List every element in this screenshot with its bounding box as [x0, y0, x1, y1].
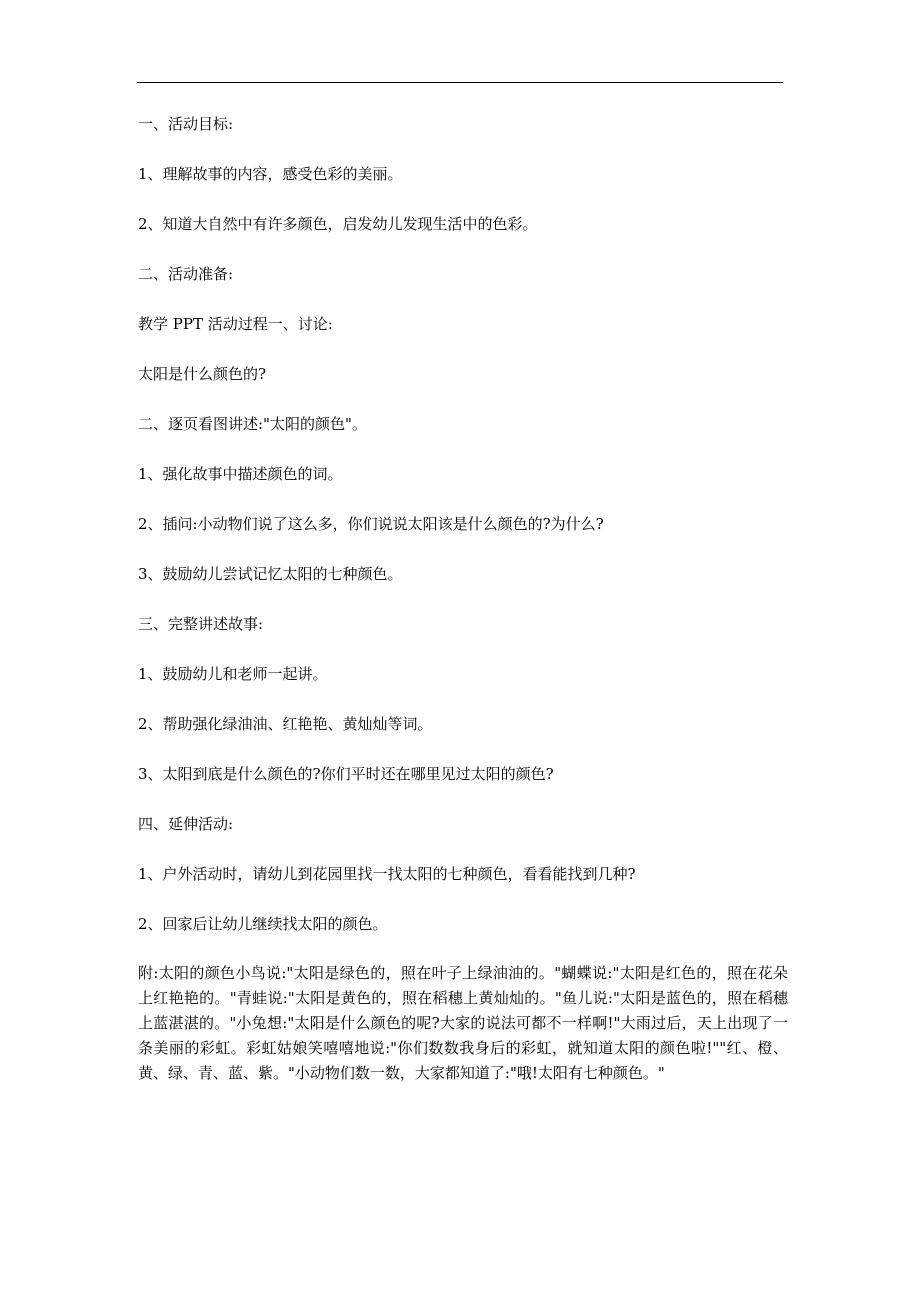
extension-item: 2、回家后让幼儿继续找太阳的颜色。 — [138, 915, 388, 933]
extension-item: 1、户外活动时，请幼儿到花园里找一找太阳的七种颜色，看看能找到几种? — [138, 865, 636, 883]
section-heading-preparation: 二、活动准备: — [138, 265, 234, 283]
objective-item: 1、理解故事的内容，感受色彩的美丽。 — [138, 165, 403, 183]
document-body — [138, 111, 788, 1086]
header-rule — [137, 82, 783, 83]
process-item: 2、插问:小动物们说了这么多，你们说说太阳该是什么颜色的?为什么? — [138, 515, 604, 533]
retell-item: 3、太阳到底是什么颜色的?你们平时还在哪里见过太阳的颜色? — [138, 765, 554, 783]
objective-item: 2、知道大自然中有许多颜色，启发幼儿发现生活中的色彩。 — [138, 215, 538, 233]
section-heading-retell: 三、完整讲述故事: — [138, 615, 264, 633]
discussion-question: 太阳是什么颜色的? — [138, 365, 267, 383]
retell-item: 2、帮助强化绿油油、红艳艳、黄灿灿等词。 — [138, 715, 433, 733]
section-heading-extension: 四、延伸活动: — [138, 815, 234, 833]
process-item: 1、强化故事中描述颜色的词。 — [138, 465, 343, 483]
section-heading-objectives: 一、活动目标: — [138, 115, 234, 133]
process-item: 3、鼓励幼儿尝试记忆太阳的七种颜色。 — [138, 565, 403, 583]
preparation-text: 教学 PPT 活动过程一、讨论: — [138, 315, 333, 333]
section-heading-picture-story: 二、逐页看图讲述:"太阳的颜色"。 — [138, 415, 367, 433]
appendix-story: 附:太阳的颜色小鸟说:"太阳是绿色的，照在叶子上绿油油的。"蝴蝶说:"太阳是红色的，照在花朵上红艳艳的。"青蛙说:"太阳是黄色的，照在稻穗上黄灿灿的。"鱼儿说:"太阳是蓝色的，照在稻穗上蓝湛湛的。"小兔想:"太阳是什么颜色的呢?大家的说法可都不一样啊!"大雨过后，天上出现了一条美丽的彩虹。彩虹姑娘笑嘻嘻地说:"你们数数我身后的彩虹，就知道太阳的颜色啦!""红、橙、黄、绿、青、蓝、紫。"小动物们数一数，大家都知道了:"哦!太阳有七种颜色。" — [138, 964, 788, 1082]
retell-item: 1、鼓励幼儿和老师一起讲。 — [138, 665, 328, 683]
